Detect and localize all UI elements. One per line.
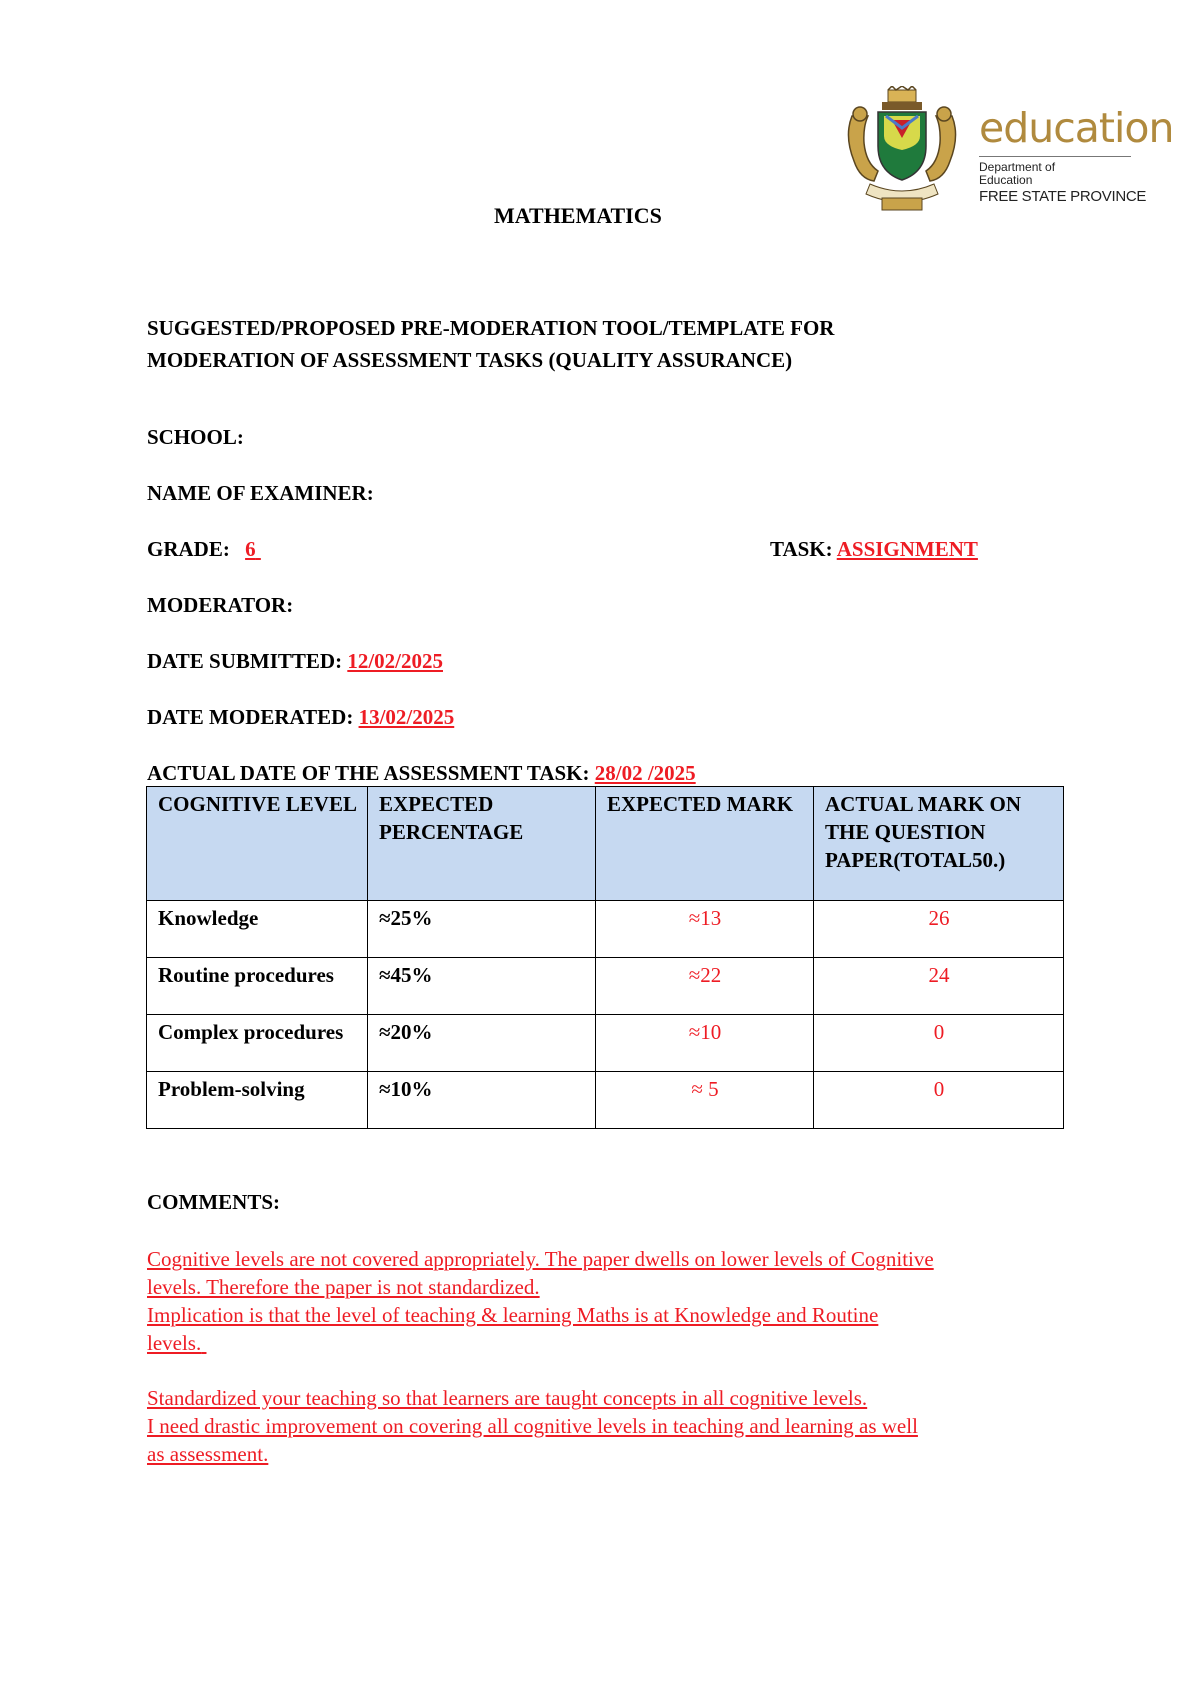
cell-percentage: ≈25% (368, 901, 596, 958)
logo-department-line1: Department of (979, 160, 1056, 174)
logo-province: FREE STATE PROVINCE (979, 188, 1147, 205)
date-submitted-value: 12/02/2025 (347, 649, 443, 673)
logo-department (979, 161, 1055, 187)
table-row (147, 1015, 1064, 1072)
subtitle-line2: MODERATION OF ASSESSMENT TASKS (QUALITY ASSURANCE) (147, 348, 793, 372)
grade-label: GRADE: (147, 537, 230, 561)
date-moderated-field (147, 705, 454, 730)
table-row (147, 958, 1064, 1015)
task-label: TASK: (770, 537, 833, 561)
comment-line: levels. (147, 1331, 202, 1355)
cell-expected-mark: ≈13 (596, 901, 814, 958)
moderator-label: MODERATOR: (147, 593, 294, 617)
table-row (147, 901, 1064, 958)
logo-divider (979, 156, 1131, 157)
logo-department-line2: Education (979, 173, 1033, 187)
comment-line: levels. Therefore the paper is not standardized. (147, 1275, 540, 1299)
cell-actual-mark: 0 (814, 1015, 1064, 1072)
cell-level: Complex procedures (147, 1015, 368, 1072)
cell-level: Problem-solving (147, 1072, 368, 1129)
actual-date-field (147, 761, 696, 786)
comment-paragraph-1 (147, 1245, 1077, 1357)
cognitive-levels-table (146, 786, 1064, 1129)
header-expected-mark: EXPECTED MARK (596, 787, 814, 901)
header-actual-mark: ACTUAL MARK ON THE QUESTION PAPER(TOTAL50.) (814, 787, 1064, 901)
date-moderated-label: DATE MODERATED: (147, 705, 354, 729)
cell-actual-mark: 26 (814, 901, 1064, 958)
header-expected-percentage: EXPECTED PERCENTAGE (368, 787, 596, 901)
date-submitted-label: DATE SUBMITTED: (147, 649, 343, 673)
subtitle-line1: SUGGESTED/PROPOSED PRE-MODERATION TOOL/TEMPLATE FOR (147, 316, 835, 340)
table-row (147, 1072, 1064, 1129)
cell-percentage: ≈45% (368, 958, 596, 1015)
header-cognitive-level: COGNITIVE LEVEL (147, 787, 368, 901)
page-title: MATHEMATICS (494, 203, 662, 228)
date-moderated-value: 13/02/2025 (358, 705, 455, 729)
cell-actual-mark: 24 (814, 958, 1064, 1015)
cell-level: Routine procedures (147, 958, 368, 1015)
comment-line: Cognitive levels are not covered appropriately. The paper dwells on lower levels of Cognitive (147, 1247, 934, 1271)
comment-paragraph-2 (147, 1384, 1077, 1468)
examiner-label: NAME OF EXAMINER: (147, 481, 374, 505)
task-value: ASSIGNMENT (836, 537, 978, 561)
subtitle (147, 312, 834, 376)
cell-percentage: ≈20% (368, 1015, 596, 1072)
school-label: SCHOOL: (147, 425, 244, 449)
actual-date-value: 28/02 /2025 (594, 761, 696, 785)
task-field (770, 537, 978, 562)
comments-label: COMMENTS: (147, 1190, 280, 1214)
coat-of-arms-icon (842, 86, 962, 216)
actual-date-label: ACTUAL DATE OF THE ASSESSMENT TASK: (147, 761, 590, 785)
cell-expected-mark: ≈22 (596, 958, 814, 1015)
cell-actual-mark: 0 (814, 1072, 1064, 1129)
logo-wordmark: education (979, 104, 1174, 152)
comment-line: I need drastic improvement on covering all cognitive levels in teaching and learning as well (147, 1414, 918, 1438)
date-submitted-field (147, 649, 443, 674)
cell-expected-mark: ≈10 (596, 1015, 814, 1072)
cell-expected-mark: ≈ 5 (596, 1072, 814, 1129)
table-header-row (147, 787, 1064, 901)
grade-field (147, 537, 261, 562)
comment-line: as assessment. (147, 1442, 269, 1466)
comment-line: Standardized your teaching so that learners are taught concepts in all cognitive levels. (147, 1386, 868, 1410)
cell-level: Knowledge (147, 901, 368, 958)
comment-line: Implication is that the level of teaching & learning Maths is at Knowledge and Routine (147, 1303, 879, 1327)
cell-percentage: ≈10% (368, 1072, 596, 1129)
grade-value: 6 (245, 537, 256, 561)
